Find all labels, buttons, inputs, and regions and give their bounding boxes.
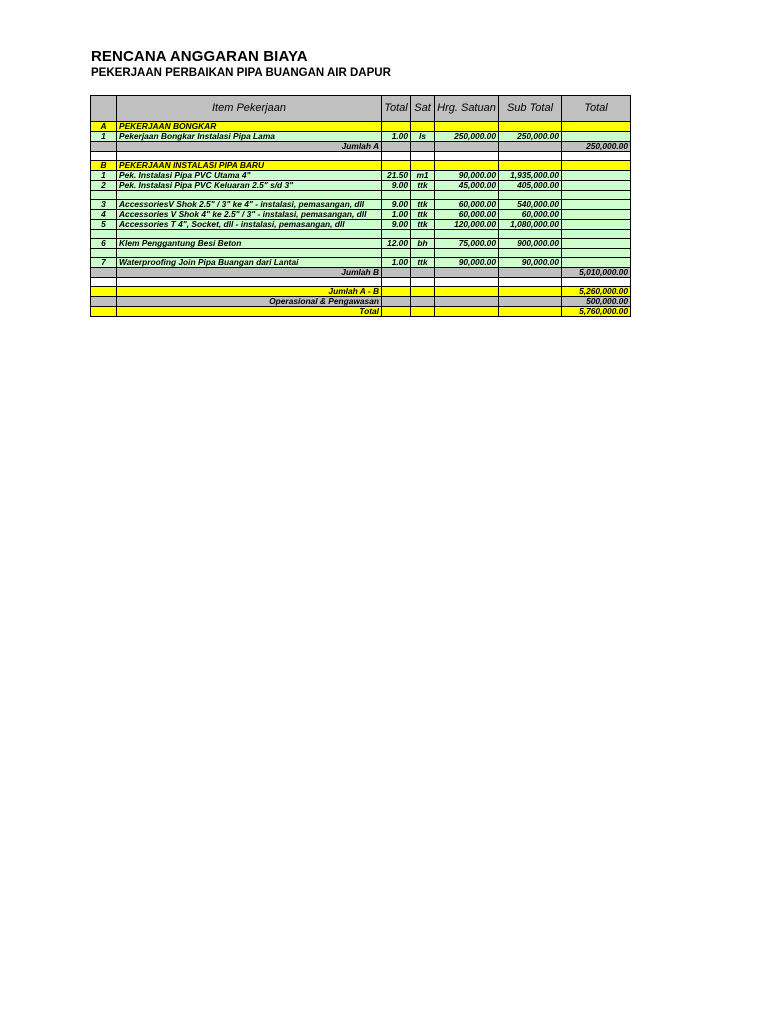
price-cell bbox=[435, 161, 499, 171]
no-cell bbox=[91, 287, 117, 297]
table-header-row bbox=[91, 96, 631, 122]
subtotal-cell bbox=[499, 122, 562, 132]
table-row bbox=[91, 171, 631, 181]
item-no: 3 bbox=[91, 200, 117, 210]
price-cell bbox=[435, 122, 499, 132]
table-row bbox=[91, 181, 631, 191]
item-unit: ttk bbox=[411, 258, 435, 268]
empty-cell bbox=[117, 278, 382, 287]
qty-cell bbox=[382, 142, 411, 152]
item-total bbox=[562, 200, 631, 210]
item-total bbox=[562, 239, 631, 249]
price-cell bbox=[435, 142, 499, 152]
table-row bbox=[91, 200, 631, 210]
item-qty: 9.00 bbox=[382, 220, 411, 230]
item-total bbox=[562, 171, 631, 181]
section-code: A bbox=[91, 122, 117, 132]
empty-cell bbox=[382, 191, 411, 200]
document-subtitle: PEKERJAAN PERBAIKAN PIPA BUANGAN AIR DAPUR bbox=[91, 67, 391, 79]
table-row bbox=[91, 210, 631, 220]
grand-total: 5,760,000.00 bbox=[562, 307, 631, 317]
item-no: 2 bbox=[91, 181, 117, 191]
item-total bbox=[562, 132, 631, 142]
header-qty: Total bbox=[382, 96, 411, 122]
empty-cell bbox=[382, 249, 411, 258]
item-total bbox=[562, 210, 631, 220]
item-unit-price: 75,000.00 bbox=[435, 239, 499, 249]
item-qty: 1.00 bbox=[382, 210, 411, 220]
item-qty: 9.00 bbox=[382, 200, 411, 210]
item-description: Waterproofing Join Pipa Buangan dari Lantai bbox=[117, 258, 382, 268]
total-label: Total bbox=[117, 307, 382, 317]
empty-cell bbox=[562, 230, 631, 239]
unit-cell bbox=[411, 268, 435, 278]
item-unit: ttk bbox=[411, 210, 435, 220]
unit-cell bbox=[411, 161, 435, 171]
spacer-row bbox=[91, 191, 631, 200]
sum-label: Jumlah B bbox=[117, 268, 382, 278]
sum-label: Operasional & Pengawasan bbox=[117, 297, 382, 307]
header-unit: Sat bbox=[411, 96, 435, 122]
empty-cell bbox=[499, 249, 562, 258]
item-unit: ls bbox=[411, 132, 435, 142]
no-cell bbox=[91, 307, 117, 317]
item-unit-price: 120,000.00 bbox=[435, 220, 499, 230]
empty-cell bbox=[411, 249, 435, 258]
price-cell bbox=[435, 268, 499, 278]
sum-total: 250,000.00 bbox=[562, 142, 631, 152]
item-subtotal: 90,000.00 bbox=[499, 258, 562, 268]
empty-cell bbox=[499, 191, 562, 200]
empty-cell bbox=[382, 230, 411, 239]
empty-cell bbox=[562, 191, 631, 200]
header-item: Item Pekerjaan bbox=[117, 96, 382, 122]
item-subtotal: 1,080,000.00 bbox=[499, 220, 562, 230]
empty-cell bbox=[499, 152, 562, 161]
price-cell bbox=[435, 287, 499, 297]
empty-cell bbox=[91, 278, 117, 287]
item-unit: ttk bbox=[411, 181, 435, 191]
section-title: PEKERJAAN BONGKAR bbox=[117, 122, 382, 132]
grand-total-row bbox=[91, 307, 631, 317]
item-description: Pekerjaan Bongkar Instalasi Pipa Lama bbox=[117, 132, 382, 142]
empty-cell bbox=[411, 191, 435, 200]
empty-cell bbox=[91, 191, 117, 200]
item-unit-price: 90,000.00 bbox=[435, 258, 499, 268]
empty-cell bbox=[435, 230, 499, 239]
item-description: AccessoriesV Shok 2.5" / 3" ke 4" - instalasi, pemasangan, dll bbox=[117, 200, 382, 210]
item-unit-price: 60,000.00 bbox=[435, 200, 499, 210]
sum-total: 5,010,000.00 bbox=[562, 268, 631, 278]
item-subtotal: 60,000.00 bbox=[499, 210, 562, 220]
spacer-row bbox=[91, 230, 631, 239]
subtotal-cell bbox=[499, 297, 562, 307]
unit-cell bbox=[411, 122, 435, 132]
total-cell bbox=[562, 161, 631, 171]
item-no: 1 bbox=[91, 132, 117, 142]
price-cell bbox=[435, 297, 499, 307]
qty-cell bbox=[382, 268, 411, 278]
empty-cell bbox=[117, 230, 382, 239]
empty-cell bbox=[411, 230, 435, 239]
empty-cell bbox=[562, 278, 631, 287]
no-cell bbox=[91, 142, 117, 152]
sum-row bbox=[91, 142, 631, 152]
unit-cell bbox=[411, 307, 435, 317]
empty-cell bbox=[382, 152, 411, 161]
grand-total-row bbox=[91, 287, 631, 297]
qty-cell bbox=[382, 161, 411, 171]
item-unit: ttk bbox=[411, 220, 435, 230]
item-subtotal: 900,000.00 bbox=[499, 239, 562, 249]
table-row bbox=[91, 239, 631, 249]
subtotal-cell bbox=[499, 161, 562, 171]
item-subtotal: 540,000.00 bbox=[499, 200, 562, 210]
item-total bbox=[562, 181, 631, 191]
item-subtotal: 250,000.00 bbox=[499, 132, 562, 142]
empty-cell bbox=[117, 191, 382, 200]
section-title: PEKERJAAN INSTALASI PIPA BARU bbox=[117, 161, 382, 171]
item-subtotal: 405,000.00 bbox=[499, 181, 562, 191]
unit-cell bbox=[411, 142, 435, 152]
empty-cell bbox=[91, 230, 117, 239]
sum-label: Jumlah A bbox=[117, 142, 382, 152]
subtotal-cell bbox=[499, 307, 562, 317]
header-total: Total bbox=[562, 96, 631, 122]
item-description: Klem Penggantung Besi Beton bbox=[117, 239, 382, 249]
sum-total: 500,000.00 bbox=[562, 297, 631, 307]
empty-cell bbox=[382, 278, 411, 287]
blank-row bbox=[91, 278, 631, 287]
item-unit-price: 250,000.00 bbox=[435, 132, 499, 142]
sum-row bbox=[91, 268, 631, 278]
empty-cell bbox=[435, 191, 499, 200]
sum-row bbox=[91, 297, 631, 307]
header-unit-price: Hrg. Satuan bbox=[435, 96, 499, 122]
no-cell bbox=[91, 297, 117, 307]
subtotal-cell bbox=[499, 142, 562, 152]
qty-cell bbox=[382, 297, 411, 307]
subtotal-cell bbox=[499, 268, 562, 278]
header-subtotal: Sub Total bbox=[499, 96, 562, 122]
item-unit: bh bbox=[411, 239, 435, 249]
table-row bbox=[91, 220, 631, 230]
item-unit-price: 90,000.00 bbox=[435, 171, 499, 181]
item-description: Accessories V Shok 4" ke 2.5" / 3" - instalasi, pemasangan, dll bbox=[117, 210, 382, 220]
empty-cell bbox=[435, 278, 499, 287]
table-row bbox=[91, 132, 631, 142]
table-row bbox=[91, 258, 631, 268]
price-cell bbox=[435, 307, 499, 317]
item-no: 6 bbox=[91, 239, 117, 249]
empty-cell bbox=[117, 152, 382, 161]
item-subtotal: 1,935,000.00 bbox=[499, 171, 562, 181]
item-no: 5 bbox=[91, 220, 117, 230]
section-row bbox=[91, 161, 631, 171]
total-cell bbox=[562, 122, 631, 132]
item-qty: 1.00 bbox=[382, 258, 411, 268]
empty-cell bbox=[562, 152, 631, 161]
qty-cell bbox=[382, 122, 411, 132]
qty-cell bbox=[382, 307, 411, 317]
item-unit-price: 45,000.00 bbox=[435, 181, 499, 191]
unit-cell bbox=[411, 287, 435, 297]
item-total bbox=[562, 258, 631, 268]
empty-cell bbox=[435, 249, 499, 258]
empty-cell bbox=[91, 249, 117, 258]
item-no: 4 bbox=[91, 210, 117, 220]
empty-cell bbox=[91, 152, 117, 161]
subtotal-cell bbox=[499, 287, 562, 297]
blank-row bbox=[91, 152, 631, 161]
item-description: Accessories T 4", Socket, dll - instalasi, pemasangan, dll bbox=[117, 220, 382, 230]
item-no: 7 bbox=[91, 258, 117, 268]
item-unit: ttk bbox=[411, 200, 435, 210]
item-qty: 1.00 bbox=[382, 132, 411, 142]
item-qty: 21.50 bbox=[382, 171, 411, 181]
item-qty: 12.00 bbox=[382, 239, 411, 249]
empty-cell bbox=[435, 152, 499, 161]
empty-cell bbox=[499, 278, 562, 287]
item-qty: 9.00 bbox=[382, 181, 411, 191]
item-unit: m1 bbox=[411, 171, 435, 181]
table-body bbox=[91, 122, 631, 317]
item-description: Pek. Instalasi Pipa PVC Keluaran 2.5" s/d 3" bbox=[117, 181, 382, 191]
no-cell bbox=[91, 268, 117, 278]
item-no: 1 bbox=[91, 171, 117, 181]
empty-cell bbox=[499, 230, 562, 239]
unit-cell bbox=[411, 297, 435, 307]
spacer-row bbox=[91, 249, 631, 258]
grand-total: 5,260,000.00 bbox=[562, 287, 631, 297]
empty-cell bbox=[411, 278, 435, 287]
qty-cell bbox=[382, 287, 411, 297]
item-total bbox=[562, 220, 631, 230]
empty-cell bbox=[117, 249, 382, 258]
budget-table bbox=[90, 95, 631, 317]
item-unit-price: 60,000.00 bbox=[435, 210, 499, 220]
item-description: Pek. Instalasi Pipa PVC Utama 4" bbox=[117, 171, 382, 181]
section-row bbox=[91, 122, 631, 132]
document-title: RENCANA ANGGARAN BIAYA bbox=[91, 48, 308, 65]
header-no bbox=[91, 96, 117, 122]
empty-cell bbox=[562, 249, 631, 258]
empty-cell bbox=[411, 152, 435, 161]
total-label: Jumlah A - B bbox=[117, 287, 382, 297]
section-code: B bbox=[91, 161, 117, 171]
